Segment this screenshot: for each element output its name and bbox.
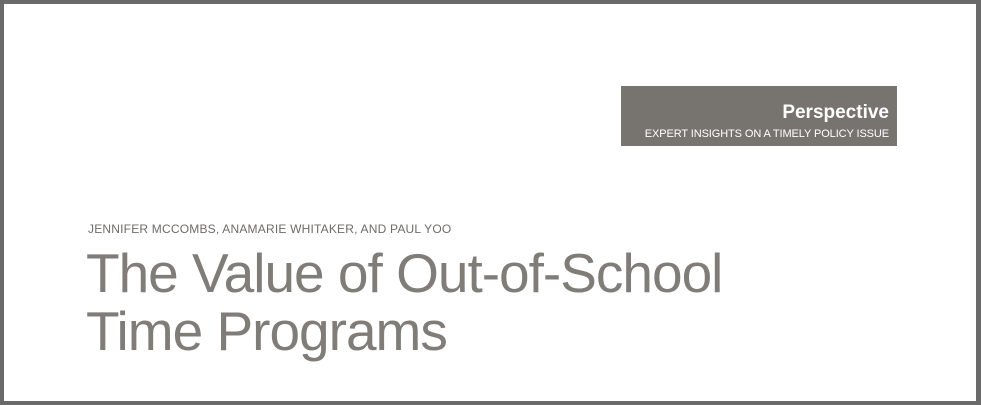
title-line-1: The Value of Out-of-School xyxy=(86,242,723,304)
badge-subtitle: EXPERT INSIGHTS ON A TIMELY POLICY ISSUE xyxy=(644,128,889,140)
badge-title: Perspective xyxy=(782,102,889,123)
document-title xyxy=(86,244,846,360)
author-list: JENNIFER MCCOMBS, ANAMARIE WHITAKER, AND PAUL YOO xyxy=(88,222,452,236)
perspective-badge xyxy=(621,86,897,146)
title-line-2: Time Programs xyxy=(86,300,447,362)
